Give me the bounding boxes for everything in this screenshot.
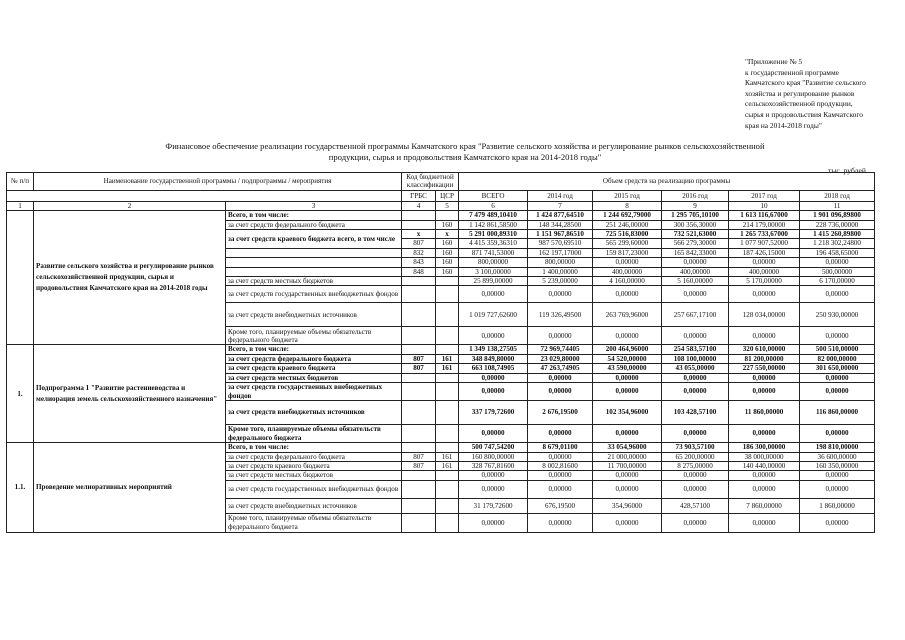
funding-source-label: Всего, в том числе: [226,345,402,354]
funding-source-label: Кроме того, планируемые объемы обязательств федерального бюджета [226,327,402,345]
header-csr: ЦСР [436,190,459,201]
amount-cell: 663 108,74905 [459,364,528,373]
amount-cell: 300 356,30000 [662,220,729,229]
amount-cell: 0,00000 [459,373,528,382]
amount-cell: 4 160,00000 [593,277,662,286]
amount-cell: 119 326,49500 [528,303,593,327]
title-line: продукции, сырья и продовольствия Камчатского края на 2014-2018 годы" [328,152,602,162]
amount-cell: 0,00000 [528,373,593,382]
amount-cell: 0,00000 [729,383,800,401]
grbs-code [402,401,436,425]
amount-cell: 987 570,69510 [528,239,593,248]
amount-cell: 0,00000 [528,471,593,480]
csr-code: 160 [436,258,459,267]
grbs-code [402,425,436,443]
funding-source-label: за счет средств внебюджетных источников [226,401,402,425]
column-number: 3 [226,201,402,210]
program-name: Подпрограмма 1 "Развитие растениеводства и мелиорация земель сельскохозяйственного назначения" [34,345,226,443]
csr-code [436,303,459,327]
appendix-line: края на 2014-2018 годы" [745,120,822,130]
amount-cell: 1 613 116,67000 [729,211,800,220]
amount-cell: 214 179,00000 [729,220,800,229]
amount-cell: 0,00000 [459,286,528,303]
amount-cell: 33 054,96000 [593,443,662,452]
amount-cell: 263 769,96000 [593,303,662,327]
amount-cell: 0,00000 [593,513,662,532]
column-number: 11 [800,201,875,210]
amount-cell: 186 300,00000 [729,443,800,452]
csr-code [436,471,459,480]
amount-cell: 1 019 727,62600 [459,303,528,327]
csr-code [436,345,459,354]
amount-cell: 301 650,00000 [800,364,875,373]
csr-code [436,401,459,425]
grbs-code [402,471,436,480]
units-label: тыс. рублей [828,166,866,175]
amount-cell: 0,00000 [528,286,593,303]
grbs-code [402,443,436,452]
program-name: Проведение мелиоративных мероприятий [34,443,226,533]
amount-cell: 36 600,00000 [800,452,875,461]
amount-cell: 800,00000 [459,258,528,267]
amount-cell: 320 610,00000 [729,345,800,354]
csr-code [436,373,459,382]
amount-cell: 1 860,00000 [800,498,875,513]
funding-source-label: за счет средств местных бюджетов [226,471,402,480]
amount-cell: 7 860,00000 [729,498,800,513]
amount-cell: 1 295 705,10100 [662,211,729,220]
amount-cell: 1 901 096,89800 [800,211,875,220]
funding-source-label: за счет средств краевого бюджета [226,364,402,373]
header-budget-code: Код бюджетной классификации [402,173,459,191]
amount-cell: 0,00000 [662,258,729,267]
grbs-code: 843 [402,258,436,267]
funding-source-label [226,267,402,276]
appendix-line: к государственной программе [745,67,839,77]
amount-cell: 0,00000 [800,425,875,443]
appendix-line: сельскохозяйственной продукции, [745,99,853,109]
amount-cell: 0,00000 [593,286,662,303]
amount-cell: 5 291 000,89310 [459,230,528,239]
funding-source-label: за счет средств внебюджетных источников [226,498,402,513]
grbs-code: 807 [402,461,436,470]
funding-source-label: за счет средств федерального бюджета [226,354,402,363]
csr-code [436,513,459,532]
header-grbs: ГРБС [402,190,436,201]
amount-cell: 871 741,53000 [459,248,528,257]
financing-table [6,172,875,533]
funding-source-label: за счет средств краевого бюджета всего, в том числе [226,230,402,249]
amount-cell: 0,00000 [729,327,800,345]
grbs-code: 807 [402,364,436,373]
csr-code: 161 [436,461,459,470]
amount-cell: 8 679,01100 [528,443,593,452]
amount-cell: 11 700,00000 [593,461,662,470]
csr-code: 161 [436,452,459,461]
amount-cell: 227 550,00000 [729,364,800,373]
funding-source-label: Всего, в том числе: [226,443,402,452]
amount-cell: 400,00000 [593,267,662,276]
csr-code: 160 [436,220,459,229]
amount-cell: 0,00000 [593,383,662,401]
amount-cell: 5 160,00000 [662,277,729,286]
header-spacer [7,190,402,201]
row-number [7,211,34,345]
amount-cell: 500 510,00000 [800,345,875,354]
csr-code [436,498,459,513]
funding-source-label: за счет средств местных бюджетов [226,277,402,286]
amount-cell: 348 849,80000 [459,354,528,363]
amount-cell: 0,00000 [662,480,729,498]
csr-code [436,277,459,286]
amount-cell: 428,57100 [662,498,729,513]
amount-cell: 0,00000 [800,383,875,401]
amount-cell: 159 817,23000 [593,248,662,257]
column-numbers-row [7,201,875,210]
table-row [7,443,875,452]
amount-cell: 0,00000 [593,373,662,382]
grbs-code [402,498,436,513]
amount-cell: 676,19500 [528,498,593,513]
header-name: Наименование государственной программы / подпрограммы / мероприятия [34,173,402,191]
amount-cell: 0,00000 [800,286,875,303]
csr-code [436,425,459,443]
funding-source-label: за счет средств местных бюджетов [226,373,402,382]
amount-cell: 0,00000 [729,258,800,267]
amount-cell: 0,00000 [800,480,875,498]
column-number: 9 [662,201,729,210]
amount-cell: 228 736,00000 [800,220,875,229]
amount-cell: 160 800,00000 [459,452,528,461]
amount-cell: 0,00000 [528,327,593,345]
grbs-code: 807 [402,354,436,363]
column-number: 5 [436,201,459,210]
appendix-line: Камчатского края "Развитие сельского [745,78,866,88]
grbs-code [402,327,436,345]
grbs-code [402,383,436,401]
amount-cell: 47 263,74905 [528,364,593,373]
amount-cell: 566 279,30000 [662,239,729,248]
amount-cell: 0,00000 [729,425,800,443]
amount-cell: 0,00000 [593,327,662,345]
amount-cell: 1 077 907,52000 [729,239,800,248]
grbs-code [402,373,436,382]
header-year: 2016 год [662,190,729,201]
grbs-code [402,286,436,303]
amount-cell: 0,00000 [662,513,729,532]
amount-cell: 0,00000 [528,480,593,498]
amount-cell: 400,00000 [729,267,800,276]
amount-cell: 8 002,81600 [528,461,593,470]
funding-source-label: за счет средств внебюджетных источников [226,303,402,327]
amount-cell: 1 244 692,79000 [593,211,662,220]
amount-cell: 0,00000 [662,471,729,480]
funding-source-label [226,248,402,257]
table-row [7,345,875,354]
funding-source-label: за счет средств государственных внебюджетных фондов [226,286,402,303]
amount-cell: 3 100,00000 [459,267,528,276]
column-number: 7 [528,201,593,210]
amount-cell: 165 842,33000 [662,248,729,257]
amount-cell: 65 200,00000 [662,452,729,461]
header-year: 2017 год [729,190,800,201]
amount-cell: 0,00000 [459,383,528,401]
amount-cell: 21 000,00000 [593,452,662,461]
amount-cell: 0,00000 [459,513,528,532]
csr-code: 160 [436,267,459,276]
amount-cell: 1 218 302,24800 [800,239,875,248]
amount-cell: 0,00000 [459,480,528,498]
amount-cell: 73 903,57100 [662,443,729,452]
amount-cell: 0,00000 [729,373,800,382]
column-number: 2 [34,201,226,210]
amount-cell: 198 810,00000 [800,443,875,452]
amount-cell: 0,00000 [459,327,528,345]
amount-cell: 82 000,00000 [800,354,875,363]
amount-cell: 72 969,74405 [528,345,593,354]
grbs-code [402,480,436,498]
amount-cell: 0,00000 [800,513,875,532]
table-row [7,211,875,220]
grbs-code [402,220,436,229]
amount-cell: 2 676,19500 [528,401,593,425]
csr-code [436,443,459,452]
amount-cell: 0,00000 [593,425,662,443]
amount-cell: 354,96000 [593,498,662,513]
amount-cell: 200 464,96000 [593,345,662,354]
amount-cell: 81 200,00000 [729,354,800,363]
row-number: 1. [7,345,34,443]
header-volume: Объем средств на реализацию программы [459,173,875,191]
amount-cell: 148 344,28500 [528,220,593,229]
amount-cell: 4 415 359,36310 [459,239,528,248]
amount-cell: 8 275,00000 [662,461,729,470]
amount-cell: 732 521,63000 [662,230,729,239]
amount-cell: 0,00000 [662,373,729,382]
row-number: 1.1. [7,443,34,533]
column-number: 1 [7,201,34,210]
csr-code: 161 [436,364,459,373]
amount-cell: 251 246,00000 [593,220,662,229]
amount-cell: 0,00000 [593,480,662,498]
document-title [100,141,830,163]
header-np: № п/п [7,173,34,191]
grbs-code [402,277,436,286]
amount-cell: 5 170,00000 [729,277,800,286]
amount-cell: 0,00000 [729,471,800,480]
amount-cell: 0,00000 [800,258,875,267]
grbs-code: 807 [402,239,436,248]
amount-cell: 0,00000 [729,480,800,498]
appendix-note [745,57,895,131]
amount-cell: 0,00000 [662,286,729,303]
amount-cell: 500,00000 [800,267,875,276]
funding-source-label: за счет средств краевого бюджета [226,461,402,470]
amount-cell: 196 458,65000 [800,248,875,257]
header-year: 2015 год [593,190,662,201]
csr-code [436,327,459,345]
grbs-code: 807 [402,452,436,461]
amount-cell: 328 767,81600 [459,461,528,470]
amount-cell: 257 667,17100 [662,303,729,327]
amount-cell: 23 029,80000 [528,354,593,363]
amount-cell: 0,00000 [459,471,528,480]
csr-code [436,383,459,401]
grbs-code [402,345,436,354]
csr-code [436,286,459,303]
header-year: 2014 год [528,190,593,201]
amount-cell: 108 100,00000 [662,354,729,363]
amount-cell: 0,00000 [800,471,875,480]
amount-cell: 140 440,00000 [729,461,800,470]
amount-cell: 6 170,00000 [800,277,875,286]
amount-cell: 103 428,57100 [662,401,729,425]
amount-cell: 160 350,00000 [800,461,875,470]
csr-code: 161 [436,354,459,363]
amount-cell: 25 899,00000 [459,277,528,286]
amount-cell: 1 265 733,67000 [729,230,800,239]
grbs-code: х [402,230,436,239]
column-number: 4 [402,201,436,210]
grbs-code [402,303,436,327]
amount-cell: 0,00000 [528,383,593,401]
appendix-line: "Приложение № 5 [745,57,803,66]
amount-cell: 0,00000 [593,258,662,267]
amount-cell: 38 000,00000 [729,452,800,461]
amount-cell: 1 151 967,86510 [528,230,593,239]
amount-cell: 0,00000 [593,471,662,480]
amount-cell: 0,00000 [459,425,528,443]
appendix-line: сырья и продовольствия Камчатского [745,109,863,119]
amount-cell: 31 179,72600 [459,498,528,513]
amount-cell: 1 424 877,64510 [528,211,593,220]
funding-source-label [226,258,402,267]
title-line: Финансовое обеспечение реализации государственной программы Камчатского края "Развитие сельского хозяйства и регулирование рынков сельскохозяйственной [165,141,765,151]
amount-cell: 1 349 138,27505 [459,345,528,354]
amount-cell: 43 590,00000 [593,364,662,373]
csr-code [436,211,459,220]
amount-cell: 1 415 260,89800 [800,230,875,239]
amount-cell: 1 142 861,58500 [459,220,528,229]
header-year: 2018 год [800,190,875,201]
amount-cell: 0,00000 [528,513,593,532]
column-number: 10 [729,201,800,210]
funding-source-label: за счет средств федерального бюджета [226,220,402,229]
amount-cell: 0,00000 [800,327,875,345]
amount-cell: 43 055,00000 [662,364,729,373]
funding-source-label: за счет средств государственных внебюджетных фондов [226,383,402,401]
grbs-code [402,211,436,220]
amount-cell: 800,00000 [528,258,593,267]
grbs-code: 848 [402,267,436,276]
funding-source-label: Кроме того, планируемые объемы обязательств федерального бюджета [226,425,402,443]
funding-source-label: за счет средств государственных внебюджетных фондов [226,480,402,498]
amount-cell: 400,00000 [662,267,729,276]
header-year: ВСЕГО [459,190,528,201]
funding-source-label: за счет средств федерального бюджета [226,452,402,461]
funding-source-label: Всего, в том числе: [226,211,402,220]
amount-cell: 5 239,00000 [528,277,593,286]
amount-cell: 0,00000 [729,513,800,532]
grbs-code [402,513,436,532]
amount-cell: 0,00000 [528,452,593,461]
amount-cell: 565 299,60000 [593,239,662,248]
amount-cell: 54 520,00000 [593,354,662,363]
program-name: Развитие сельского хозяйства и регулирование рынков сельскохозяйственной продукции, сырья и продовольствия Камчатского края на 2014-2018 годы [34,211,226,345]
amount-cell: 0,00000 [800,373,875,382]
amount-cell: 0,00000 [662,383,729,401]
amount-cell: 0,00000 [662,425,729,443]
column-number: 8 [593,201,662,210]
amount-cell: 0,00000 [662,327,729,345]
amount-cell: 254 583,57100 [662,345,729,354]
amount-cell: 1 400,00000 [528,267,593,276]
amount-cell: 187 426,15000 [729,248,800,257]
amount-cell: 725 516,83000 [593,230,662,239]
amount-cell: 250 930,00000 [800,303,875,327]
amount-cell: 11 860,00000 [729,401,800,425]
funding-source-label: Кроме того, планируемые объемы обязательств федерального бюджета [226,513,402,532]
amount-cell: 337 179,72600 [459,401,528,425]
amount-cell: 116 860,00000 [800,401,875,425]
amount-cell: 162 197,17000 [528,248,593,257]
amount-cell: 500 747,54200 [459,443,528,452]
csr-code: 160 [436,248,459,257]
csr-code: х [436,230,459,239]
column-number: 6 [459,201,528,210]
csr-code [436,480,459,498]
grbs-code: 832 [402,248,436,257]
amount-cell: 0,00000 [528,425,593,443]
amount-cell: 102 354,96000 [593,401,662,425]
appendix-line: хозяйства и регулирование рынков [745,88,855,98]
amount-cell: 7 479 489,10410 [459,211,528,220]
csr-code: 160 [436,239,459,248]
amount-cell: 128 034,00000 [729,303,800,327]
amount-cell: 0,00000 [729,286,800,303]
